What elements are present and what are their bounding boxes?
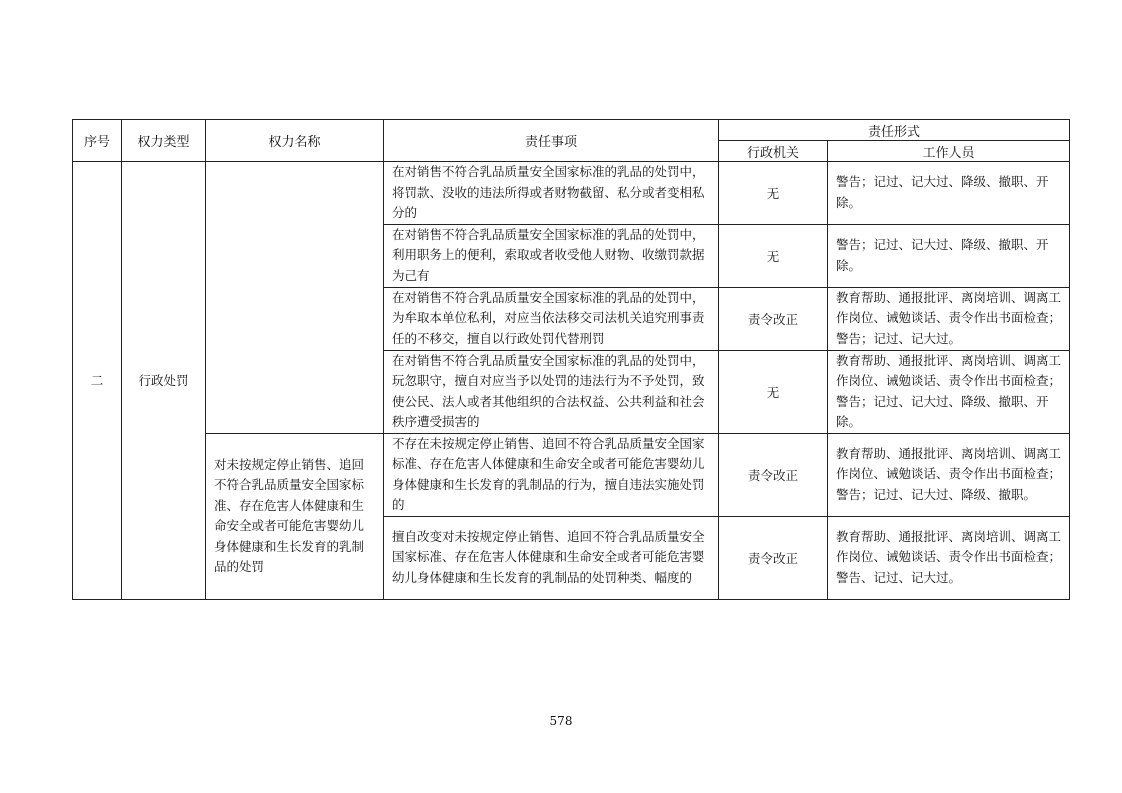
staff-cell: 警告；记过、记大过、降级、撤职、开除。 — [828, 162, 1070, 225]
group-seq: 二 — [73, 162, 122, 600]
staff-cell: 教育帮助、通报批评、离岗培训、调离工作岗位、诫勉谈话、责令作出书面检查；警告；记过、记大过、降级、撤职。 — [828, 433, 1070, 516]
header-power-type: 权力类型 — [122, 120, 206, 162]
organ-cell: 无 — [719, 350, 828, 433]
header-admin-organ: 行政机关 — [719, 141, 828, 162]
matter-cell: 在对销售不符合乳品质量安全国家标准的乳品的处罚中，利用职务上的便利，索取或者收受他人财物、收缴罚款据为己有 — [384, 224, 719, 287]
power-name-empty — [206, 162, 384, 434]
page-number: 578 — [549, 714, 573, 728]
matter-cell: 擅自改变对未按规定停止销售、追回不符合乳品质量安全国家标准、存在危害人体健康和生命安全或者可能危害婴幼儿身体健康和生长发育的乳制品的处罚种类、幅度的 — [384, 516, 719, 599]
responsibility-table — [72, 119, 1070, 600]
header-power-name: 权力名称 — [206, 120, 384, 162]
staff-cell: 教育帮助、通报批评、离岗培训、调离工作岗位、诫勉谈话、责令作出书面检查；警告、记过、记大过。 — [828, 516, 1070, 599]
power-name-cell: 对未按规定停止销售、追回不符合乳品质量安全国家标准、存在危害人体健康和生命安全或者可能危害婴幼儿身体健康和生长发育的乳制品的处罚 — [206, 433, 384, 599]
group-power-type: 行政处罚 — [122, 162, 206, 600]
matter-cell: 在对销售不符合乳品质量安全国家标准的乳品的处罚中，将罚款、没收的违法所得或者财物截留、私分或者变相私分的 — [384, 162, 719, 225]
organ-cell: 无 — [719, 162, 828, 225]
organ-cell: 责令改正 — [719, 516, 828, 599]
matter-cell: 在对销售不符合乳品质量安全国家标准的乳品的处罚中，玩忽职守，擅自对应当予以处罚的违法行为不予处罚，致使公民、法人或者其他组织的合法权益、公共利益和社会秩序遭受损害的 — [384, 350, 719, 433]
table-row — [73, 433, 1070, 516]
header-seq: 序号 — [73, 120, 122, 162]
header-responsibility: 责任事项 — [384, 120, 719, 162]
matter-cell: 在对销售不符合乳品质量安全国家标准的乳品的处罚中，为牟取本单位私利，对应当依法移交司法机关追究刑事责任的不移交，擅自以行政处罚代替刑罚 — [384, 287, 719, 350]
organ-cell: 责令改正 — [719, 433, 828, 516]
staff-cell: 教育帮助、通报批评、离岗培训、调离工作岗位、诫勉谈话、责令作出书面检查；警告；记过、记大过。 — [828, 287, 1070, 350]
table-row — [73, 162, 1070, 225]
organ-cell: 责令改正 — [719, 287, 828, 350]
header-resp-form: 责任形式 — [719, 120, 1070, 141]
staff-cell: 警告；记过、记大过、降级、撤职、开除。 — [828, 224, 1070, 287]
organ-cell: 无 — [719, 224, 828, 287]
matter-cell: 不存在未按规定停止销售、追回不符合乳品质量安全国家标准、存在危害人体健康和生命安全或者可能危害婴幼儿身体健康和生长发育的乳制品的行为，擅自违法实施处罚的 — [384, 433, 719, 516]
header-row-1 — [73, 120, 1070, 141]
staff-cell: 教育帮助、通报批评、离岗培训、调离工作岗位、诫勉谈话、责令作出书面检查；警告；记过、记大过、降级、撤职、开除。 — [828, 350, 1070, 433]
header-staff: 工作人员 — [828, 141, 1070, 162]
